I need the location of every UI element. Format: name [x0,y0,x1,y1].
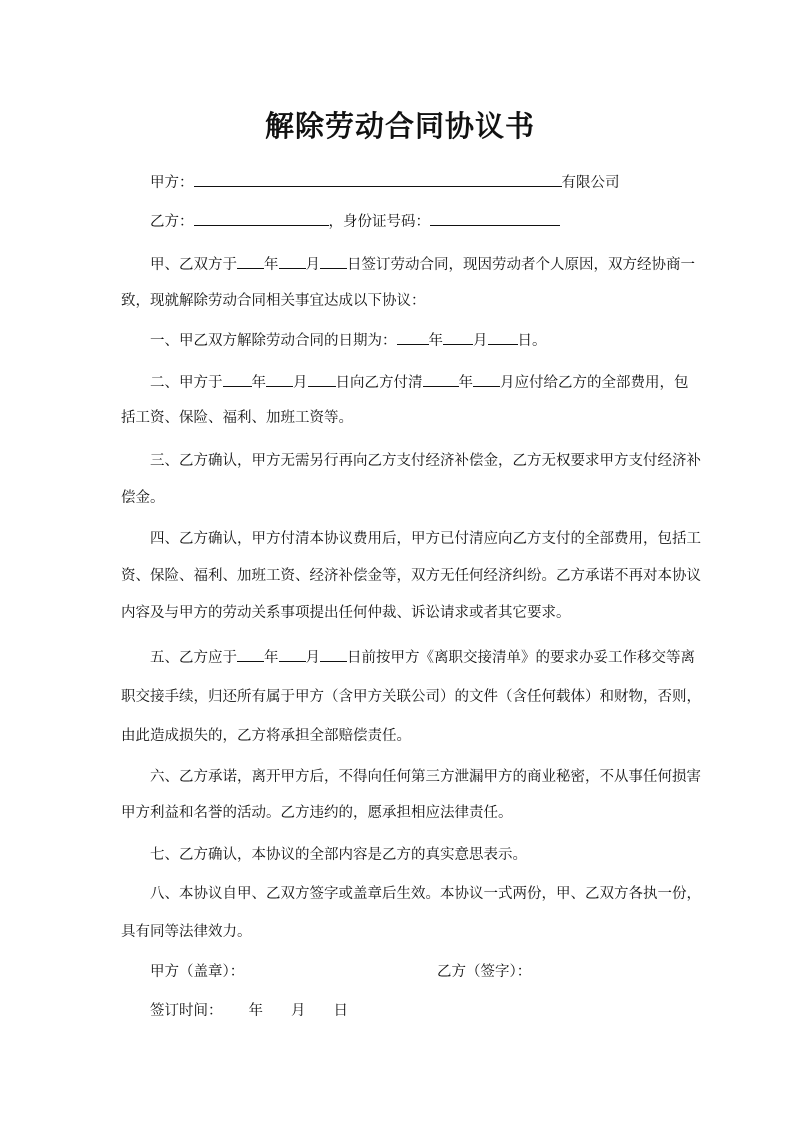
clause-1 [150,330,547,351]
party-a-signature-label: 甲方（盖章）： [150,964,245,980]
clause-1-day-label: 日。 [517,333,547,349]
clause-5-line-1 [150,647,695,668]
intro-year-label: 年 [264,257,279,273]
handover-year-blank[interactable] [237,647,264,662]
clause-2-line-1 [150,372,689,393]
payment-month-blank[interactable] [266,372,293,387]
party-a-name-blank[interactable] [194,172,562,187]
party-b-id-blank[interactable] [430,211,560,226]
clause-6-line-1: 六、乙方承诺，离开甲方后，不得向任何第三方泄漏甲方的商业秘密，不从事任何损害 [150,769,701,785]
party-a-line [150,172,620,193]
clause-5-year-label: 年 [264,650,279,666]
handover-day-blank[interactable] [320,647,347,662]
party-b-name-blank[interactable] [194,211,329,226]
clause-1-text: 一、甲乙双方解除劳动合同的日期为： [150,333,397,349]
party-b-signature-label: 乙方（签字）： [437,964,532,980]
clause-2-line-2: 括工资、保险、福利、加班工资等。 [121,410,353,426]
settle-year-blank[interactable] [423,372,459,387]
sign-month-label: 月 [291,1003,306,1019]
party-b-line [150,211,560,232]
sign-date-line [150,1001,348,1021]
clause-2-text: 月应付给乙方的全部费用，包 [500,375,689,391]
clause-5-text: 日前按甲方《离职交接清单》的要求办妥工作移交等离 [347,650,695,666]
termination-year-blank[interactable] [397,330,429,345]
contract-year-blank[interactable] [237,254,264,269]
clause-4-line-2: 资、保险、福利、加班工资、经济补偿金等，双方无任何经济纠纷。乙方承诺不再对本协议 [121,568,701,584]
termination-day-blank[interactable] [488,330,518,345]
party-b-label: 乙方： [150,214,194,230]
party-a-suffix: 有限公司 [561,175,620,191]
payment-day-blank[interactable] [308,372,336,387]
clause-2-year-label: 年 [251,375,266,391]
party-b-id-label: ，身份证号码： [328,214,430,230]
clause-6-line-2: 甲方利益和名誉的活动。乙方违约的，愿承担相应法律责任。 [121,805,513,821]
sign-date-label: 签订时间： [150,1003,223,1019]
document-title: 解除劳动合同协议书 [264,109,535,143]
settle-month-blank[interactable] [473,372,500,387]
clause-3-line-1: 三、乙方确认，甲方无需另行再向乙方支付经济补偿金，乙方无权要求甲方支付经济补 [150,453,701,469]
clause-5-month-label: 月 [305,650,320,666]
sign-year-label: 年 [248,1003,263,1019]
intro-seg: 甲、乙双方于 [150,257,237,273]
clause-5-text: 五、乙方应于 [150,650,237,666]
clause-5-line-3: 由此造成损失的，乙方将承担全部赔偿责任。 [121,728,411,744]
sign-day-label: 日 [333,1003,348,1019]
clause-3-line-2: 偿金。 [121,490,165,506]
party-a-label: 甲方： [150,175,194,191]
clause-8-line-2: 具有同等法律效力。 [121,924,252,940]
clause-5-line-2: 职交接手续，归还所有属于甲方（含甲方关联公司）的文件（含任何载体）和财物，否则， [121,689,701,705]
clause-2-text: 二、甲方于 [150,375,223,391]
intro-line-2: 致，现就解除劳动合同相关事宜达成以下协议： [121,293,426,309]
clause-2-text: 日向乙方付清 [335,375,423,391]
intro-seg: 日签订劳动合同，现因劳动者个人原因，双方经协商一 [347,257,695,273]
clause-1-year-label: 年 [428,333,443,349]
clause-7-line-1: 七、乙方确认，本协议的全部内容是乙方的真实意思表示。 [150,847,527,863]
clause-4-line-1: 四、乙方确认，甲方付清本协议费用后，甲方已付清应向乙方支付的全部费用，包括工 [150,531,701,547]
clause-4-line-3: 内容及与甲方的劳动关系事项提出任何仲裁、诉讼请求或者其它要求。 [121,605,571,621]
handover-month-blank[interactable] [279,647,306,662]
clause-1-month-label: 月 [473,333,488,349]
intro-line-1 [150,254,695,275]
contract-day-blank[interactable] [320,254,347,269]
intro-month-label: 月 [305,257,320,273]
clause-2-month-label: 月 [293,375,308,391]
clause-8-line-1: 八、本协议自甲、乙双方签字或盖章后生效。本协议一式两份，甲、乙双方各执一份， [150,886,701,902]
contract-month-blank[interactable] [279,254,306,269]
clause-2-year-label: 年 [458,375,473,391]
termination-month-blank[interactable] [443,330,473,345]
payment-year-blank[interactable] [223,372,252,387]
